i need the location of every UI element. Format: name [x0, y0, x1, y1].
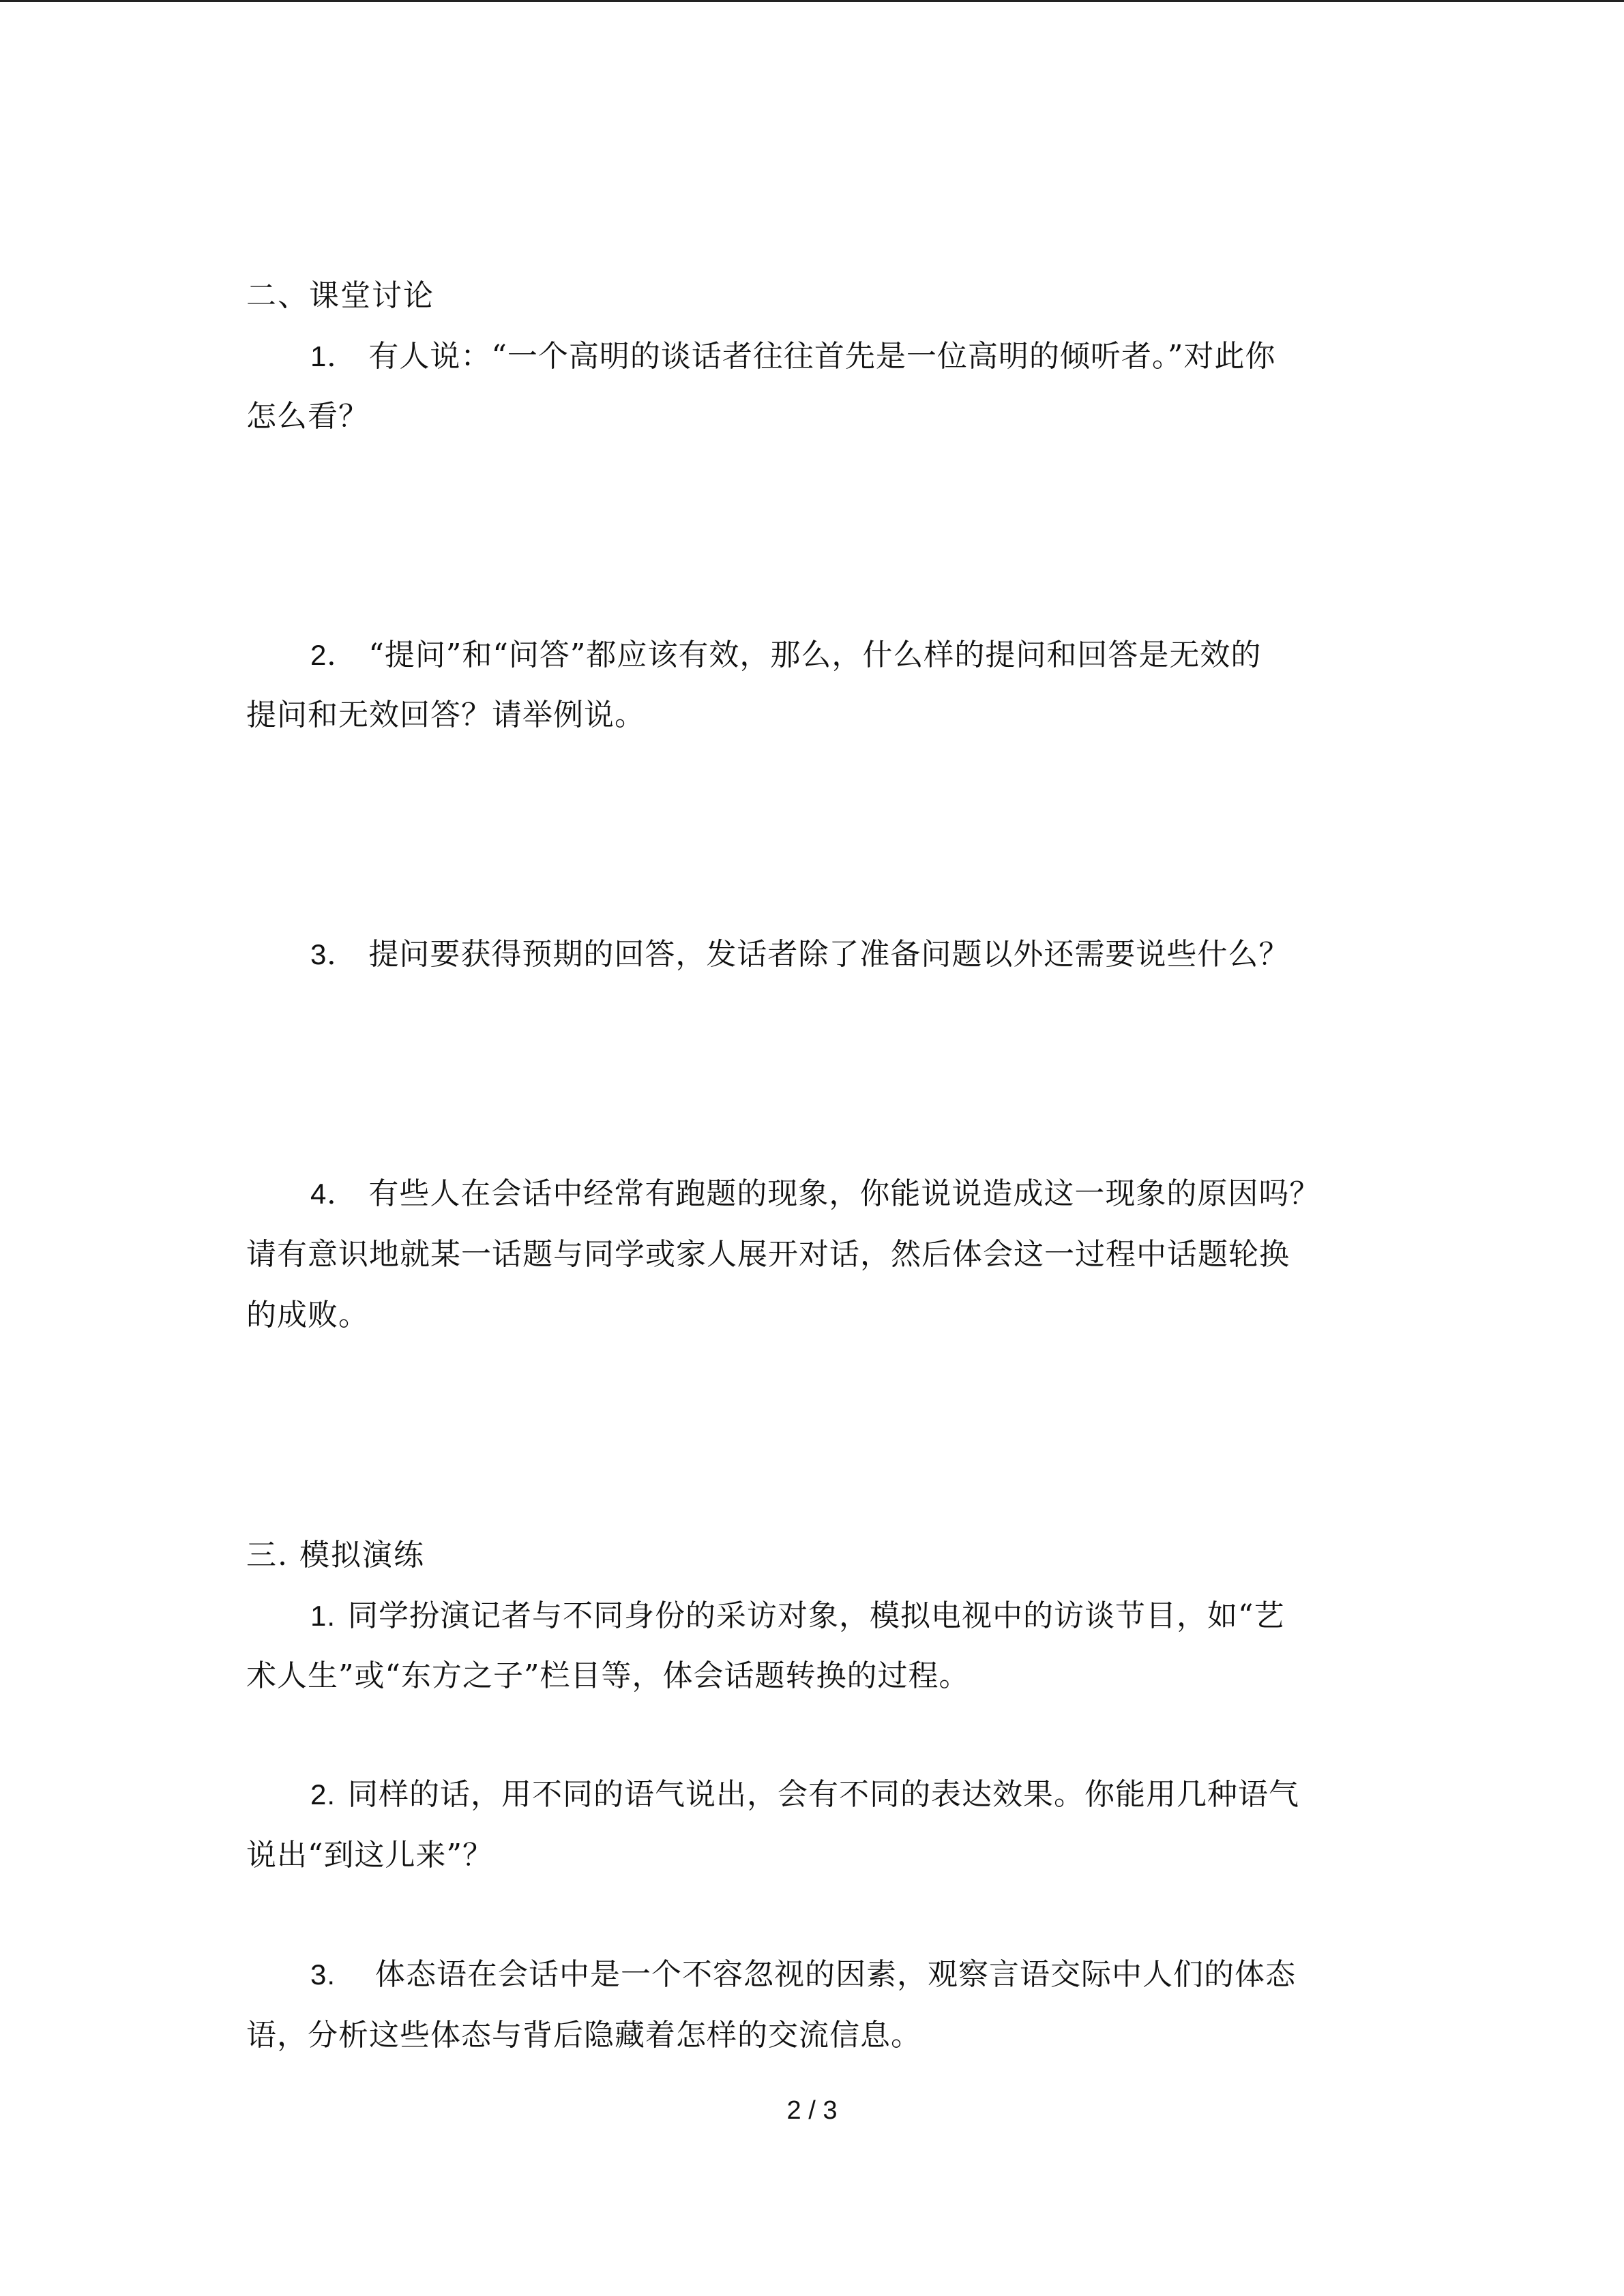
- item-text: 同学扮演记者与不同身份的采访对象，模拟电视中的访谈节目，如“艺: [348, 1598, 1285, 1633]
- item-text: 体态语在会话中是一个不容忽视的因素，观察言语交际中人们的体态: [375, 1957, 1297, 1992]
- discussion-question-2-line-2: 提问和无效回答？请举例说。: [246, 698, 645, 732]
- question-number: 3．: [310, 938, 357, 970]
- discussion-question-3-line-1: [310, 924, 1443, 985]
- question-number: 4．: [310, 1178, 357, 1210]
- discussion-question-1-line-2: 怎么看？: [246, 399, 369, 434]
- practice-item-2-line-2: 说出“到这儿来”？: [246, 1838, 493, 1873]
- question-number: 2．: [310, 639, 357, 671]
- page-number: 2 / 3: [786, 2096, 838, 2125]
- question-number: 1．: [310, 340, 357, 372]
- discussion-question-4-line-1: [310, 1163, 1443, 1225]
- discussion-question-4-line-3: 的成败。: [246, 1298, 369, 1332]
- question-text: 有些人在会话中经常有跑题的现象，你能说说造成这一现象的原因吗？: [368, 1176, 1320, 1211]
- section-heading-practice: 三. 模拟演练: [246, 1538, 425, 1572]
- item-text: 同样的话，用不同的语气说出，会有不同的表达效果。你能用几种语气: [348, 1777, 1300, 1812]
- item-number: 1.: [310, 1600, 336, 1632]
- practice-item-1-line-1: [310, 1585, 1443, 1647]
- question-text: 提问要获得预期的回答，发话者除了准备问题以外还需要说些什么？: [368, 937, 1290, 972]
- practice-item-3-line-1: [310, 1944, 1443, 2006]
- discussion-question-4-line-2: 请有意识地就某一话题与同学或家人展开对话，然后体会这一过程中话题轮换: [246, 1237, 1290, 1272]
- question-text: “提问”和“问答”都应该有效，那么，什么样的提问和回答是无效的: [368, 638, 1262, 672]
- practice-item-2-line-1: [310, 1764, 1443, 1825]
- question-text: 有人说：“一个高明的谈话者往往首先是一位高明的倾听者。”对此你: [368, 339, 1276, 374]
- section-heading-discussion: 二、课堂讨论: [246, 278, 434, 313]
- practice-item-3-line-2: 语，分析这些体态与背后隐藏着怎样的交流信息。: [246, 2018, 921, 2053]
- discussion-question-2-line-1: [310, 625, 1443, 686]
- discussion-question-1-line-1: [310, 326, 1443, 387]
- item-number: 3.: [310, 1958, 336, 1991]
- practice-item-1-line-2: 术人生”或“东方之子”栏目等，体会话题转换的过程。: [246, 1658, 970, 1693]
- item-number: 2.: [310, 1778, 336, 1810]
